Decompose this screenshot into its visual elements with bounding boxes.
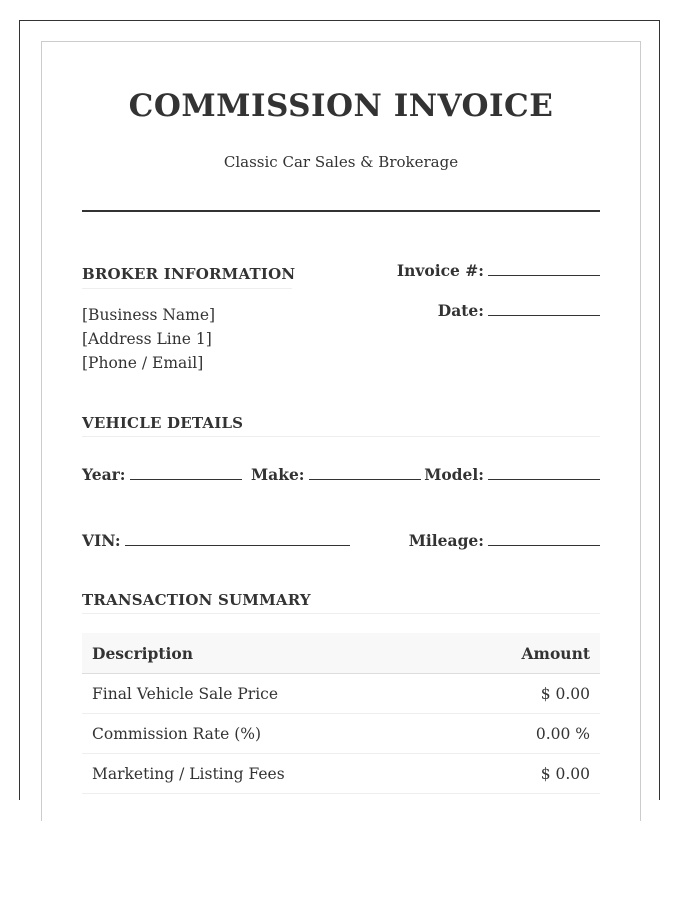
broker-contact: [Phone / Email] <box>82 354 204 372</box>
row-description: Final Vehicle Sale Price <box>82 674 448 714</box>
invoice-number-blank[interactable] <box>488 261 600 276</box>
broker-business-name: [Business Name] <box>82 306 216 324</box>
table-row <box>82 674 600 714</box>
table-row <box>82 714 600 754</box>
make-label: Make: <box>251 465 305 484</box>
row-description: Marketing / Listing Fees <box>82 754 448 794</box>
year-label: Year: <box>82 465 126 484</box>
model-field <box>424 465 600 484</box>
model-label: Model: <box>424 465 484 484</box>
title-divider <box>82 210 600 212</box>
model-blank[interactable] <box>488 465 600 480</box>
date-field <box>438 301 600 320</box>
mileage-blank[interactable] <box>488 531 600 546</box>
mileage-field <box>409 531 600 550</box>
transaction-heading-rule <box>82 613 600 614</box>
invoice-subtitle: Classic Car Sales & Brokerage <box>223 153 459 171</box>
vehicle-heading-rule <box>82 436 600 437</box>
date-blank[interactable] <box>488 301 600 316</box>
vin-field <box>82 531 350 550</box>
transaction-heading: TRANSACTION SUMMARY <box>82 591 311 609</box>
mileage-label: Mileage: <box>408 531 484 550</box>
invoice-number-label: Invoice #: <box>396 261 484 280</box>
vehicle-heading: VEHICLE DETAILS <box>82 414 244 432</box>
row-amount[interactable]: 0.00 % <box>448 714 600 754</box>
broker-address: [Address Line 1] <box>82 330 212 348</box>
table-row <box>82 754 600 794</box>
row-amount[interactable]: $ 0.00 <box>448 754 600 794</box>
date-label: Date: <box>437 301 484 320</box>
transaction-table <box>82 633 600 794</box>
broker-heading-rule <box>82 288 292 289</box>
broker-heading: BROKER INFORMATION <box>82 265 296 283</box>
invoice-title: COMMISSION INVOICE <box>128 88 554 124</box>
make-blank[interactable] <box>309 465 421 480</box>
make-field <box>251 465 421 484</box>
year-blank[interactable] <box>130 465 242 480</box>
column-header-amount: Amount <box>448 633 600 674</box>
column-header-description: Description <box>82 633 448 674</box>
vin-label: VIN: <box>82 531 121 550</box>
vin-blank[interactable] <box>125 531 350 546</box>
table-header-row <box>82 633 600 674</box>
row-description: Commission Rate (%) <box>82 714 448 754</box>
invoice-number-field <box>397 261 600 280</box>
row-amount[interactable]: $ 0.00 <box>448 674 600 714</box>
year-field <box>82 465 242 484</box>
